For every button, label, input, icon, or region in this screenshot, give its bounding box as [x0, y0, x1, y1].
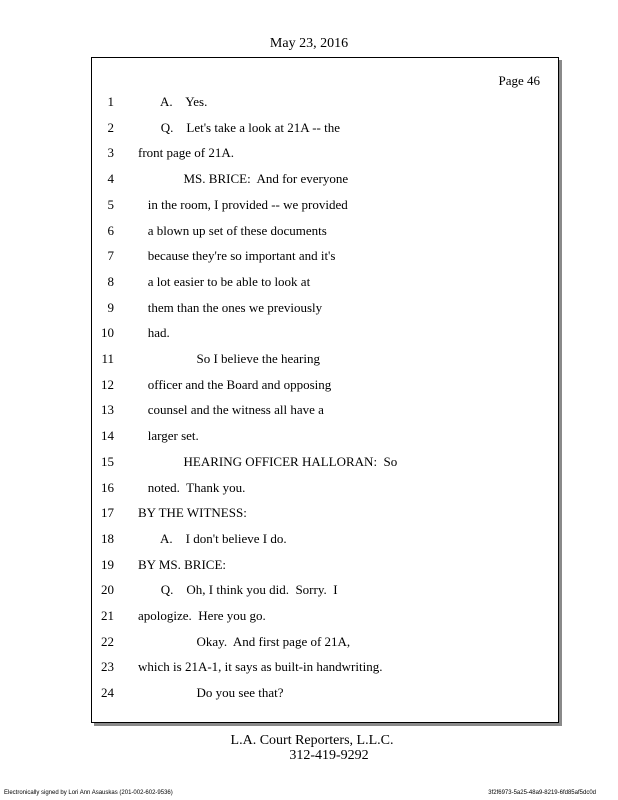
transcript-line: [92, 171, 552, 191]
line-text: BY THE WITNESS:: [138, 505, 247, 521]
line-number: 2: [107, 119, 114, 135]
transcript-line: [92, 531, 552, 551]
line-text: HEARING OFFICER HALLORAN: So: [138, 453, 398, 469]
transcript-line: [92, 634, 552, 654]
transcript-line: [92, 325, 552, 345]
line-number: 18: [101, 530, 114, 546]
line-text: noted. Thank you.: [138, 479, 246, 495]
transcript-line: [92, 659, 552, 679]
transcript-line: [92, 685, 552, 705]
line-number: 23: [101, 659, 114, 675]
line-number: 22: [101, 633, 114, 649]
line-text: in the room, I provided -- we provided: [138, 196, 348, 212]
line-text: a blown up set of these documents: [138, 222, 327, 238]
line-number: 17: [101, 505, 114, 521]
line-number: 19: [101, 556, 114, 572]
transcript-page: [91, 57, 559, 723]
line-text: Q. Oh, I think you did. Sorry. I: [138, 582, 338, 598]
page-number: Page 46: [498, 73, 540, 88]
transcript-line: [92, 300, 552, 320]
transcript-line: [92, 582, 552, 602]
line-text: Do you see that?: [138, 685, 284, 701]
line-number: 10: [101, 325, 114, 341]
line-number: 24: [101, 685, 114, 701]
transcript-line: [92, 557, 552, 577]
line-number: 13: [101, 402, 114, 418]
transcript-line: [92, 505, 552, 525]
line-number: 7: [107, 248, 114, 264]
line-text: larger set.: [138, 428, 199, 444]
line-text: Okay. And first page of 21A,: [138, 633, 351, 649]
line-number: 3: [107, 145, 114, 161]
line-text: counsel and the witness all have a: [138, 402, 324, 418]
transcript-line: [92, 197, 552, 217]
line-text: front page of 21A.: [138, 145, 235, 161]
line-number: 11: [101, 351, 114, 366]
transcript-line: [92, 454, 552, 474]
document-id: 3f2f6973-5a25-48a9-8219-6fd85af5dc0d: [488, 790, 596, 796]
line-number: 1: [107, 94, 114, 109]
line-text: apologize. Here you go.: [138, 608, 266, 623]
line-text: officer and the Board and opposing: [138, 376, 332, 392]
line-number: 5: [107, 196, 114, 212]
footer-phone: 312-419-9292: [289, 748, 369, 763]
line-number: 4: [107, 171, 114, 187]
line-text: MS. BRICE: And for everyone: [138, 171, 349, 187]
transcript-line: [92, 480, 552, 500]
line-text: which is 21A-1, it says as built-in handwriting.: [138, 659, 383, 675]
line-number: 16: [101, 479, 114, 495]
electronic-signature: Electronically signed by Lori Ann Asauskas (201-002-602-9536): [4, 790, 173, 796]
line-number: 6: [107, 222, 114, 238]
header-date: May 23, 2016: [269, 36, 349, 51]
line-number: 9: [107, 299, 114, 315]
transcript-line: [92, 223, 552, 243]
line-text: them than the ones we previously: [138, 299, 323, 315]
line-number: 20: [101, 582, 114, 598]
footer-company: L.A. Court Reporters, L.L.C.: [230, 733, 394, 748]
line-number: 14: [101, 428, 114, 444]
line-number: 12: [101, 376, 114, 392]
line-text: because they're so important and it's: [138, 248, 336, 264]
line-text: A. Yes.: [138, 94, 208, 109]
line-text: Q. Let's take a look at 21A -- the: [138, 119, 340, 135]
transcript-line: [92, 351, 552, 371]
transcript-line: [92, 428, 552, 448]
transcript-line: [92, 120, 552, 140]
transcript-line: [92, 274, 552, 294]
line-number: 15: [101, 453, 114, 469]
line-text: A. I don't believe I do.: [138, 530, 287, 546]
line-text: BY MS. BRICE:: [138, 556, 227, 572]
line-text: had.: [138, 325, 170, 341]
transcript-line: [92, 94, 552, 114]
transcript-line: [92, 377, 552, 397]
line-number: 8: [107, 273, 114, 289]
transcript-line: [92, 402, 552, 422]
transcript-line: [92, 248, 552, 268]
transcript-line: [92, 608, 552, 628]
transcript-line: [92, 145, 552, 165]
line-text: So I believe the hearing: [138, 351, 320, 366]
line-number: 21: [101, 608, 114, 623]
line-text: a lot easier to be able to look at: [138, 273, 311, 289]
